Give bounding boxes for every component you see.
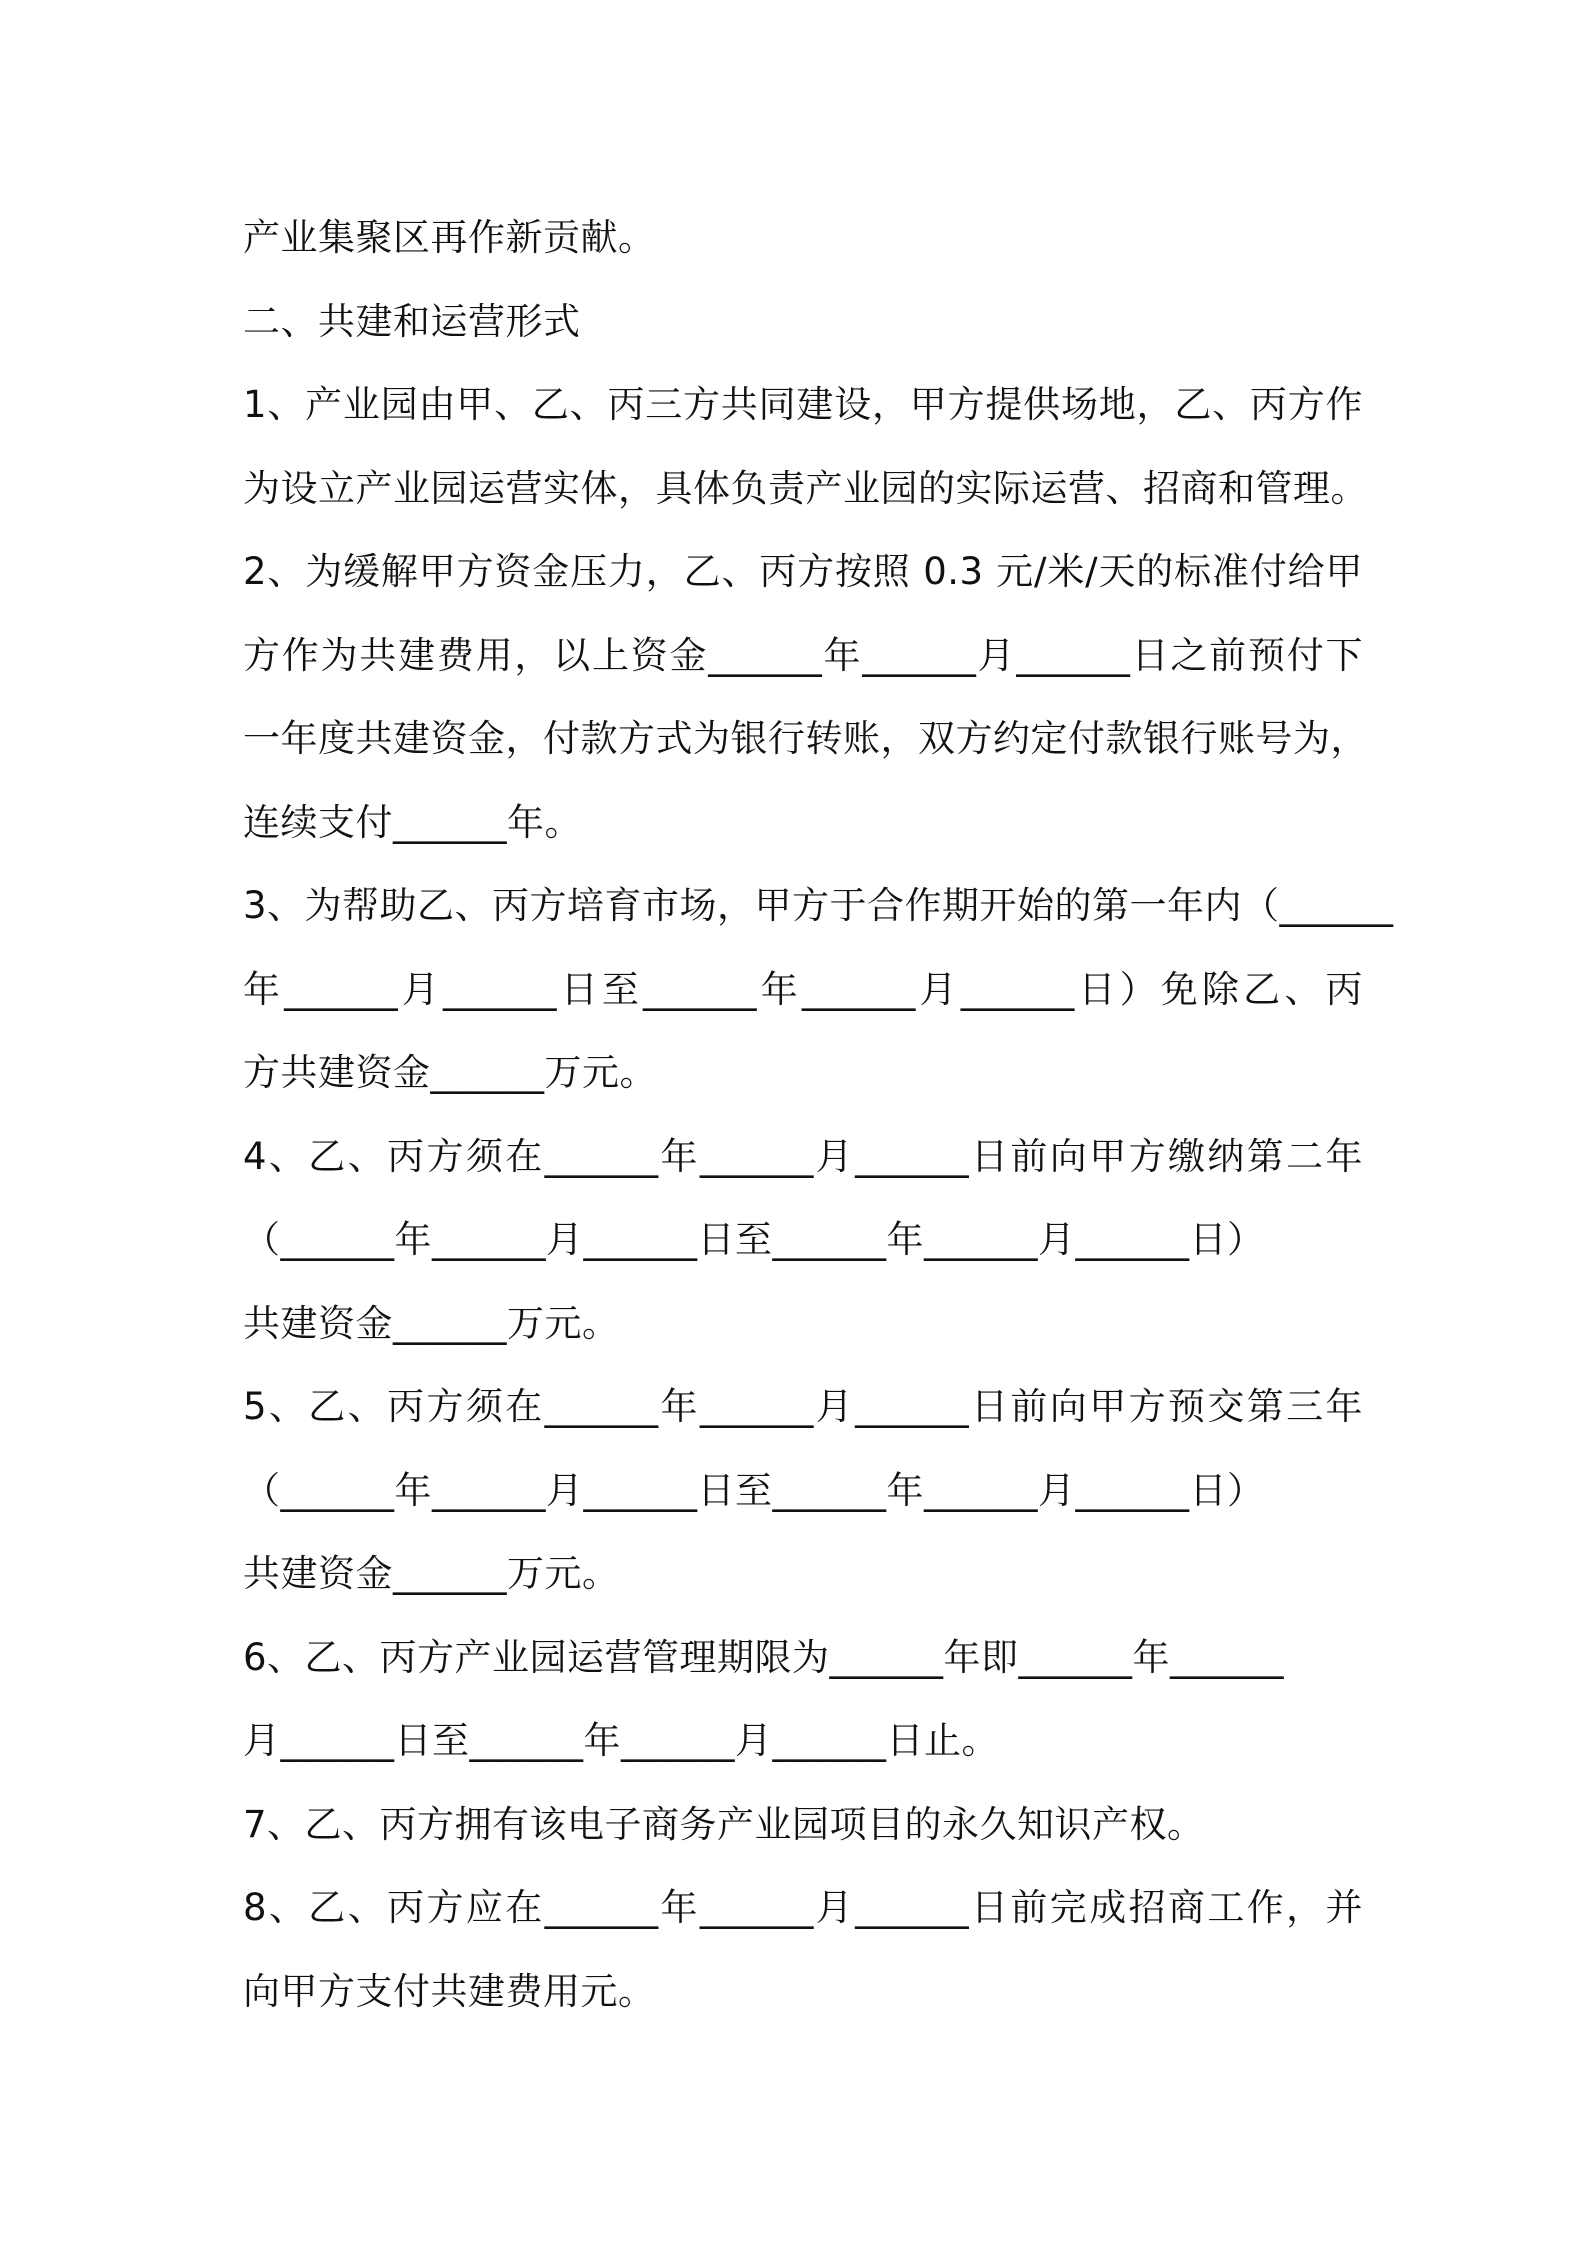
paragraph-line: 产业集聚区再作新贡献。 [243,216,656,259]
paragraph-line: 4、乙、丙方须在______年______月______日前向甲方缴纳第二年 [243,1134,1363,1178]
paragraph-line: （______年______月______日至______年______月______日） [243,1468,1265,1512]
paragraph-line: 年______月______日至______年______月______日）免除乙、丙 [243,967,1363,1011]
paragraph-line: 1、产业园由甲、乙、丙三方共同建设，甲方提供场地，乙、丙方作 [243,383,1363,426]
paragraph-line: 方作为共建费用，以上资金______年______月______日之前预付下 [243,633,1363,677]
paragraph-line: 2、为缓解甲方资金压力，乙、丙方按照 0.3 元/米/天的标准付给甲 [243,550,1363,593]
paragraph-line: 8、乙、丙方应在______年______月______日前完成招商工作，并 [243,1886,1363,1929]
paragraph-line: 共建资金______万元。 [243,1552,620,1595]
paragraph-line: 5、乙、丙方须在______年______月______日前向甲方预交第三年 [243,1385,1363,1428]
paragraph-line: 7、乙、丙方拥有该电子商务产业园项目的永久知识产权。 [243,1802,1205,1846]
paragraph-line: 3、为帮助乙、丙方培育市场，甲方于合作期开始的第一年内（______ [243,884,1394,927]
paragraph-line: 方共建资金______万元。 [243,1051,657,1094]
section-heading: 二、共建和运营形式 [243,299,581,343]
paragraph-line: 一年度共建资金，付款方式为银行转账，双方约定付款银行账号为， [243,717,1368,760]
paragraph-line: 连续支付______年。 [243,800,582,844]
paragraph-line: 月______日至______年______月______日止。 [243,1719,999,1762]
document-body [243,196,1394,2033]
paragraph-line: 向甲方支付共建费用元。 [243,1969,656,2013]
paragraph-line: 为设立产业园运营实体，具体负责产业园的实际运营、招商和管理。 [243,466,1368,510]
paragraph-line: 共建资金______万元。 [243,1301,620,1345]
paragraph-line: （______年______月______日至______年______月______日） [243,1218,1265,1261]
paragraph-line: 6、乙、丙方产业园运营管理期限为______年即______年______ [243,1635,1285,1679]
